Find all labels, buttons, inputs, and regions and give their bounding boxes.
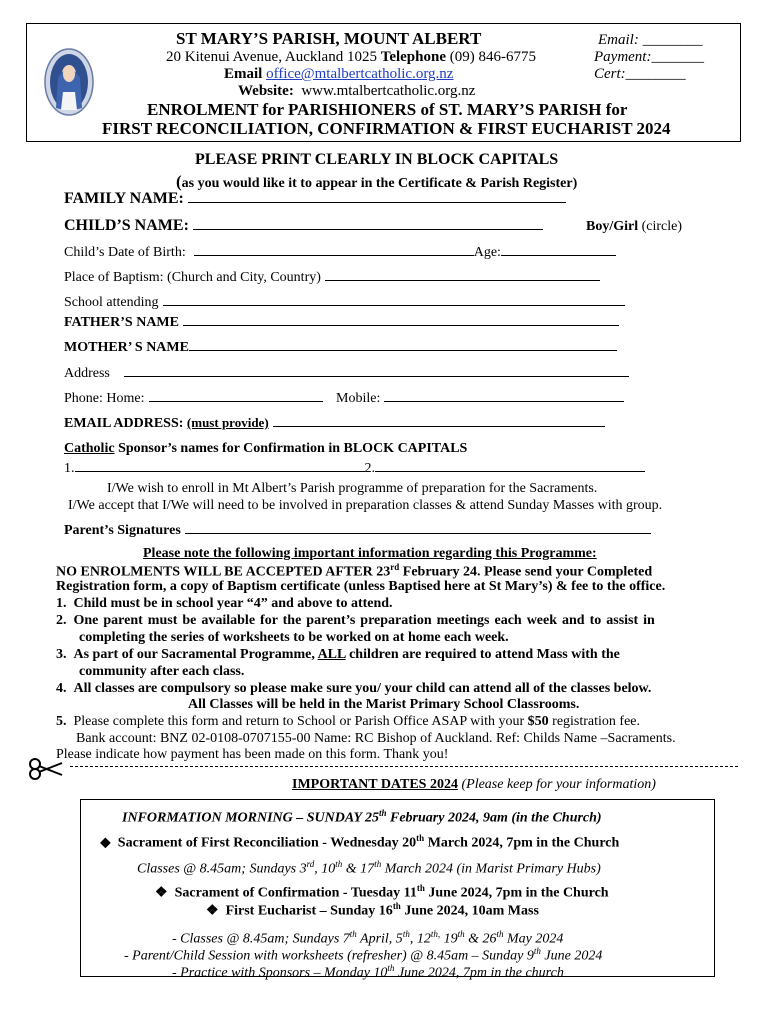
boy-girl-label: Boy/Girl (circle) (586, 219, 683, 234)
address-label: Address (64, 366, 629, 382)
eucharist-line: ❖ First Eucharist – Sunday 16th June 2024, 10am Mass (206, 901, 539, 919)
notice-item-3: 3. As part of our Sacramental Programme, ALL children are required to attend Mass with the (56, 647, 620, 662)
email-address-field[interactable] (273, 425, 605, 427)
parish-email: Email office@mtalbertcatholic.org.nz (224, 66, 454, 82)
phone-home-field[interactable] (149, 400, 323, 402)
mobile-field[interactable] (384, 400, 624, 402)
childs-name-field[interactable] (193, 228, 543, 230)
dob-label: Child’s Date of Birth: Age: (64, 245, 616, 261)
mother-field[interactable] (189, 349, 617, 351)
clover-bullet-icon: ❖ (206, 903, 219, 919)
notice-item-2: 2. One parent must be available for the parent’s preparation meetings each week and to assist in (56, 613, 655, 628)
mother-label: MOTHER’ S NAME (64, 340, 617, 356)
scissors-icon (28, 758, 68, 780)
no-enrolments-line2: Registration form, a copy of Baptism certificate (unless Baptised here at St Mary’s) & fee to the office. (56, 579, 666, 594)
parents-signatures-field[interactable] (185, 532, 651, 534)
childs-name-label: CHILD’S NAME: (64, 217, 543, 235)
email-link[interactable]: office@mtalbertcatholic.org.nz (266, 66, 454, 82)
print-note: (as you would like it to appear in the Certificate & Parish Register) (176, 172, 578, 191)
classes-schedule-3: - Practice with Sponsors – Monday 10th June 2024, 7pm in the church (172, 963, 564, 981)
important-dates-heading: IMPORTANT DATES 2024 (Please keep for your information) (292, 777, 656, 792)
family-name-field[interactable] (188, 201, 566, 203)
cut-line (70, 766, 738, 767)
office-cert-field: Cert:________ (594, 66, 686, 82)
age-field[interactable] (501, 254, 616, 256)
information-morning: INFORMATION MORNING – SUNDAY 25th February 2024, 9am (in the Church) (122, 808, 602, 826)
notice-item-5: 5. Please complete this form and return to School or Parish Office ASAP with your $50 registration fee. (56, 714, 641, 729)
notice-item-2-cont: completing the series of worksheets to be worked on at home each week. (79, 630, 509, 645)
dob-field[interactable] (194, 254, 474, 256)
notice-heading: Please note the following important information regarding this Programme: (143, 546, 597, 561)
reconciliation-line: ◆ Sacrament of First Reconciliation - Wednesday 20th March 2024, 7pm in the Church (100, 833, 620, 851)
sponsor-line: 1. 2. (64, 461, 645, 477)
sponsor1-field[interactable] (75, 470, 365, 472)
address-field[interactable] (124, 375, 629, 377)
parish-title: ST MARY’S PARISH, MOUNT ALBERT (176, 29, 482, 48)
no-enrolments-line1: NO ENROLMENTS WILL BE ACCEPTED AFTER 23rd February 24. Please send your Completed (56, 562, 653, 580)
notice-item-4: 4. All classes are compulsory so please make sure you/ your child can attend all of the classes below. (56, 681, 652, 696)
school-field[interactable] (163, 304, 625, 306)
baptism-label: Place of Baptism: (Church and City, Country) (64, 270, 600, 286)
baptism-field[interactable] (325, 279, 600, 281)
notice-item-1: 1. Child must be in school year “4” and above to attend. (56, 596, 393, 611)
reconciliation-classes: Classes @ 8.45am; Sundays 3rd, 10th & 17th March 2024 (in Marist Primary Hubs) (137, 859, 601, 877)
school-label: School attending (64, 295, 625, 311)
mary-image-icon (44, 48, 94, 116)
enroll-statement-1: I/We wish to enroll in Mt Albert’s Parish programme of preparation for the Sacraments. (107, 481, 598, 496)
notice-item-3-cont: community after each class. (79, 664, 245, 679)
classes-schedule-2: - Parent/Child Session with worksheets (refresher) @ 8.45am – Sunday 9th June 2024 (124, 946, 603, 964)
phone-home-label: Phone: Home: (64, 391, 323, 407)
diamond-bullet-icon: ◆ (100, 835, 111, 851)
office-email-field: Email: ________ (598, 32, 703, 48)
notice-item-4-cont: All Classes will be held in the Marist Primary School Classrooms. (188, 697, 580, 712)
payment-note: Please indicate how payment has been made on this form. Thank you! (56, 747, 449, 762)
family-name-label: FAMILY NAME: (64, 190, 566, 208)
enrolment-heading-line1: ENROLMENT for PARISHIONERS of ST. MARY’S PARISH for (147, 100, 628, 119)
print-clearly-heading: PLEASE PRINT CLEARLY IN BLOCK CAPITALS (195, 151, 559, 168)
clover-bullet-icon: ❖ (155, 885, 168, 901)
father-field[interactable] (183, 324, 619, 326)
parents-signatures-label: Parent’s Signatures (64, 523, 651, 539)
sponsor2-field[interactable] (375, 470, 645, 472)
parish-address: 20 Kitenui Avenue, Auckland 1025 Telephone (09) 846-6775 (166, 49, 536, 65)
enroll-statement-2: I/We accept that I/We will need to be involved in preparation classes & attend Sunday Masses with group. (68, 498, 663, 513)
mobile-label: Mobile: (336, 391, 624, 407)
email-address-label: EMAIL ADDRESS: (must provide) (64, 415, 605, 432)
bank-account: Bank account: BNZ 02-0108-0707155-00 Name: RC Bishop of Auckland. Ref: Childs Name –Sacraments. (76, 731, 676, 746)
confirmation-line: ❖ Sacrament of Confirmation - Tuesday 11th June 2024, 7pm in the Church (155, 883, 609, 901)
office-payment-field: Payment:_______ (594, 49, 704, 65)
father-label: FATHER’S NAME (64, 315, 619, 331)
sponsor-heading: Catholic Sponsor’s names for Confirmation in BLOCK CAPITALS (64, 441, 468, 456)
enrolment-heading-line2: FIRST RECONCILIATION, CONFIRMATION & FIRST EUCHARIST 2024 (102, 119, 671, 138)
classes-schedule-1: - Classes @ 8.45am; Sundays 7th April, 5th, $12^{th,}$ 19th & 26th May 2024 (172, 929, 564, 947)
parish-website: Website: www.mtalbertcatholic.org.nz (238, 83, 476, 99)
